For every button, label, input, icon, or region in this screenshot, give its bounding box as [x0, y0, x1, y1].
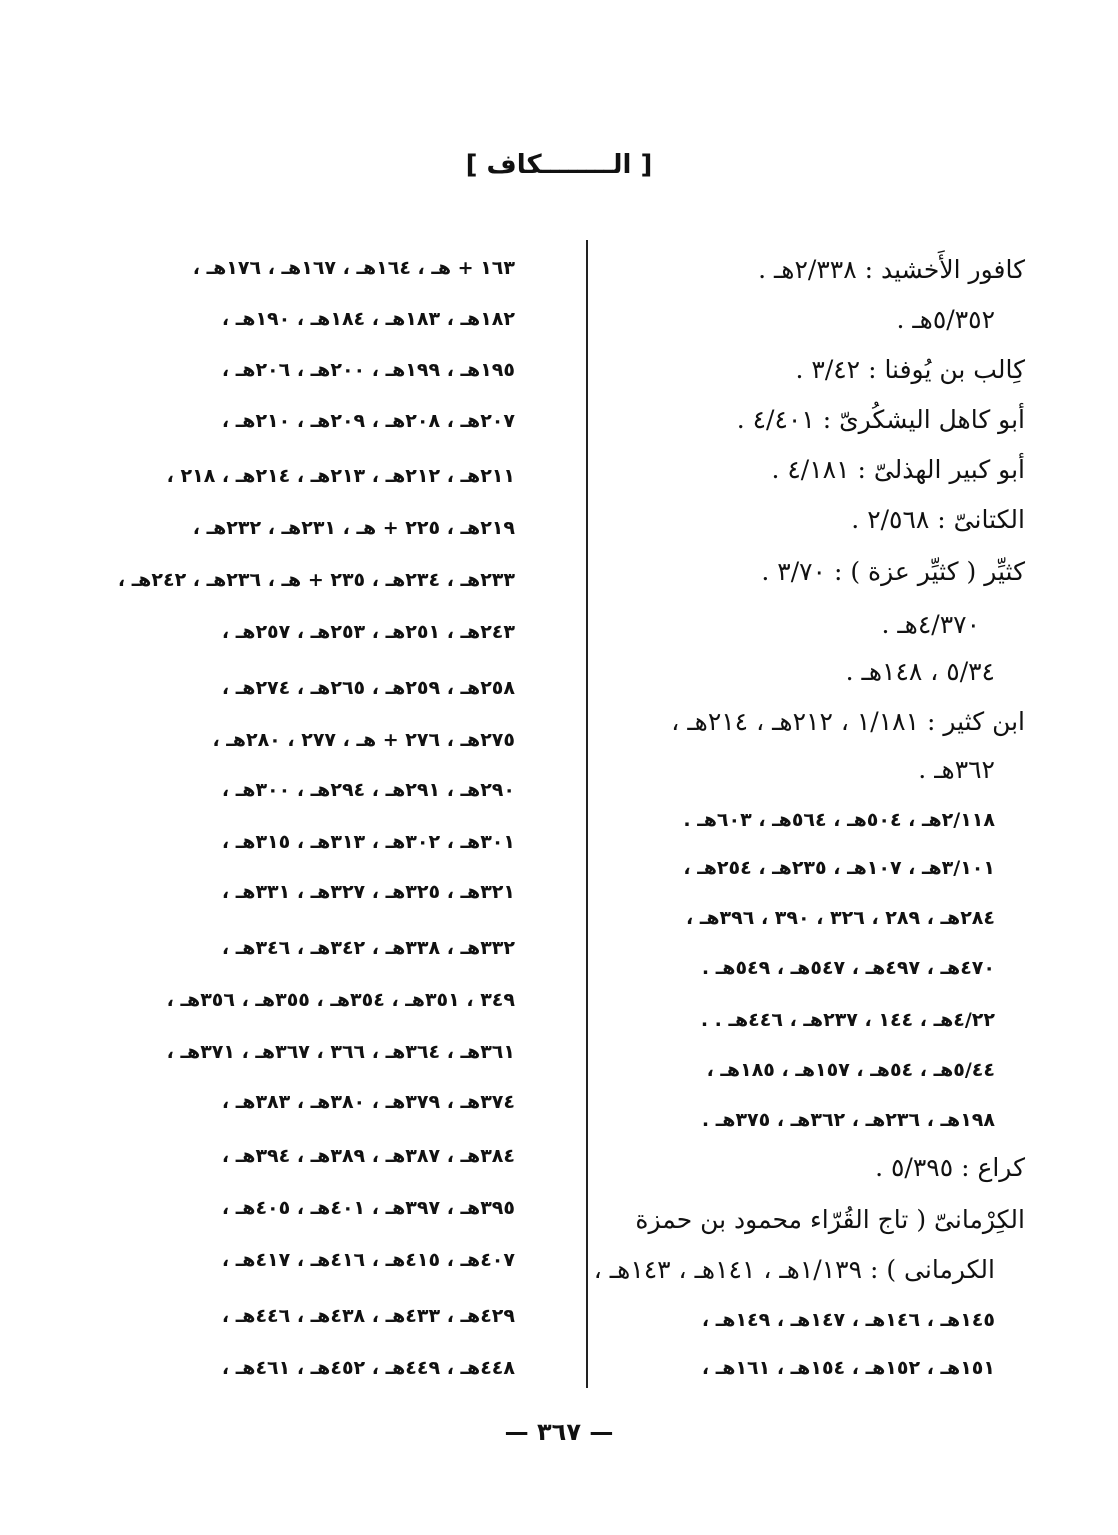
index-line: الكتانىّ : ٢/٥٦٨ .: [851, 505, 1025, 534]
page-number: — ٣٦٧ —: [504, 1418, 614, 1446]
index-line: ١٨٢هـ ، ١٨٣هـ ، ١٨٤هـ ، ١٩٠هـ ،: [221, 308, 515, 330]
index-line: ٢/١١٨هـ ، ٥٠٤هـ ، ٥٦٤هـ ، ٦٠٣هـ .: [683, 809, 995, 831]
index-line: ٢٣٣هـ ، ٢٣٤هـ ، ٢٣٥ + هـ ، ٢٣٦هـ ، ٢٤٢هـ ،: [117, 569, 515, 591]
index-line: ٢١٩هـ ، ٢٢٥ + هـ ، ٢٣١هـ ، ٢٣٢هـ ،: [192, 517, 515, 539]
index-line: ٣٤٩ ، ٣٥١هـ ، ٣٥٤هـ ، ٣٥٥هـ ، ٣٥٦هـ ،: [166, 989, 515, 1011]
index-line: كراع : ٥/٣٩٥ .: [875, 1153, 1025, 1182]
index-line: كِالب بن يُوفنا : ٣/٤٢ .: [795, 355, 1025, 384]
column-divider: [586, 240, 588, 1388]
index-line: ٢٩٠هـ ، ٢٩١هـ ، ٢٩٤هـ ، ٣٠٠هـ ،: [221, 779, 515, 801]
index-line: ٣٩٥هـ ، ٣٩٧هـ ، ٤٠١هـ ، ٤٠٥هـ ،: [221, 1197, 515, 1219]
index-line: ١٦٣ + هـ ، ١٦٤هـ ، ١٦٧هـ ، ١٧٦هـ ،: [192, 257, 515, 279]
index-line: ٤٢٩هـ ، ٤٣٣هـ ، ٤٣٨هـ ، ٤٤٦هـ ،: [221, 1305, 515, 1327]
index-line: ٣٣٢هـ ، ٣٣٨هـ ، ٣٤٢هـ ، ٣٤٦هـ ،: [221, 937, 515, 959]
index-line: ٣٠١هـ ، ٣٠٢هـ ، ٣١٣هـ ، ٣١٥هـ ،: [221, 831, 515, 853]
index-line: ١٩٨هـ ، ٢٣٦هـ ، ٣٦٢هـ ، ٣٧٥هـ .: [701, 1109, 995, 1131]
index-line: أبو كبير الهذلىّ : ٤/١٨١ .: [771, 455, 1025, 484]
index-line: الكِرْمانىّ ( تاج القُرّاء محمود بن حمزة: [635, 1205, 1025, 1234]
index-line: ٣٧٤هـ ، ٣٧٩هـ ، ٣٨٠هـ ، ٣٨٣هـ ،: [221, 1091, 515, 1113]
index-line: ٣٢١هـ ، ٣٢٥هـ ، ٣٢٧هـ ، ٣٣١هـ ،: [221, 881, 515, 903]
index-line: ١٤٥هـ ، ١٤٦هـ ، ١٤٧هـ ، ١٤٩هـ ،: [701, 1309, 995, 1331]
page-header: [ الــــــــكاف ]: [465, 150, 653, 180]
index-line: أبو كاهل اليشكُرىّ : ٤/٤٠١ .: [736, 405, 1025, 434]
index-line: ٣٨٤هـ ، ٣٨٧هـ ، ٣٨٩هـ ، ٣٩٤هـ ،: [221, 1145, 515, 1167]
index-line: كثيِّر ( كثيِّر عزة ) : ٣/٧٠ .: [761, 557, 1025, 586]
index-line: ٢٧٥هـ ، ٢٧٦ + هـ ، ٢٧٧ ، ٢٨٠هـ ،: [212, 729, 515, 751]
index-line: ٢١١هـ ، ٢١٢هـ ، ٢١٣هـ ، ٢١٤هـ ، ٢١٨ ،: [166, 465, 515, 487]
index-line: ١٥١هـ ، ١٥٢هـ ، ١٥٤هـ ، ١٦١هـ ،: [701, 1357, 995, 1379]
index-line: ٢٤٣هـ ، ٢٥١هـ ، ٢٥٣هـ ، ٢٥٧هـ ،: [221, 621, 515, 643]
index-line: ٥/٣٤ ، ١٤٨هـ .: [845, 657, 995, 686]
index-line: ٣٦٢هـ .: [918, 755, 995, 784]
index-line: الكرمانى ) : ١/١٣٩هـ ، ١٤١هـ ، ١٤٣هـ ،: [593, 1255, 995, 1284]
index-line: ٢٠٧هـ ، ٢٠٨هـ ، ٢٠٩هـ ، ٢١٠هـ ،: [221, 410, 515, 432]
index-line: ٤/٣٧٠هـ .: [881, 610, 980, 639]
index-line: ١٩٥هـ ، ١٩٩هـ ، ٢٠٠هـ ، ٢٠٦هـ ،: [221, 359, 515, 381]
index-line: ٤٠٧هـ ، ٤١٥هـ ، ٤١٦هـ ، ٤١٧هـ ،: [221, 1249, 515, 1271]
index-line: كافور الأَخشيد : ٢/٣٣٨هـ .: [758, 255, 1025, 284]
index-line: ٣٦١هـ ، ٣٦٤هـ ، ٣٦٦ ، ٣٦٧هـ ، ٣٧١هـ ،: [166, 1041, 515, 1063]
index-line: ٢٥٨هـ ، ٢٥٩هـ ، ٢٦٥هـ ، ٢٧٤هـ ،: [221, 677, 515, 699]
index-line: ٤٧٠هـ ، ٤٩٧هـ ، ٥٤٧هـ ، ٥٤٩هـ .: [701, 957, 995, 979]
index-line: ٥/٤٤هـ ، ٥٤هـ ، ١٥٧هـ ، ١٨٥هـ ،: [706, 1059, 995, 1081]
index-line: ٢٨٤هـ ، ٢٨٩ ، ٣٢٦ ، ٣٩٠ ، ٣٩٦هـ ،: [686, 907, 995, 929]
index-line: ٥/٣٥٢هـ .: [896, 305, 995, 334]
index-line: ابن كثير : ١/١٨١ ، ٢١٢هـ ، ٢١٤هـ ،: [671, 707, 1025, 736]
index-line: ٤/٢٢هـ ، ١٤٤ ، ٢٣٧هـ ، ٤٤٦هـ . .: [700, 1009, 995, 1031]
index-line: ٤٤٨هـ ، ٤٤٩هـ ، ٤٥٢هـ ، ٤٦١هـ ،: [221, 1357, 515, 1379]
index-line: ٣/١٠١هـ ، ١٠٧هـ ، ٢٣٥هـ ، ٢٥٤هـ ،: [683, 857, 995, 879]
